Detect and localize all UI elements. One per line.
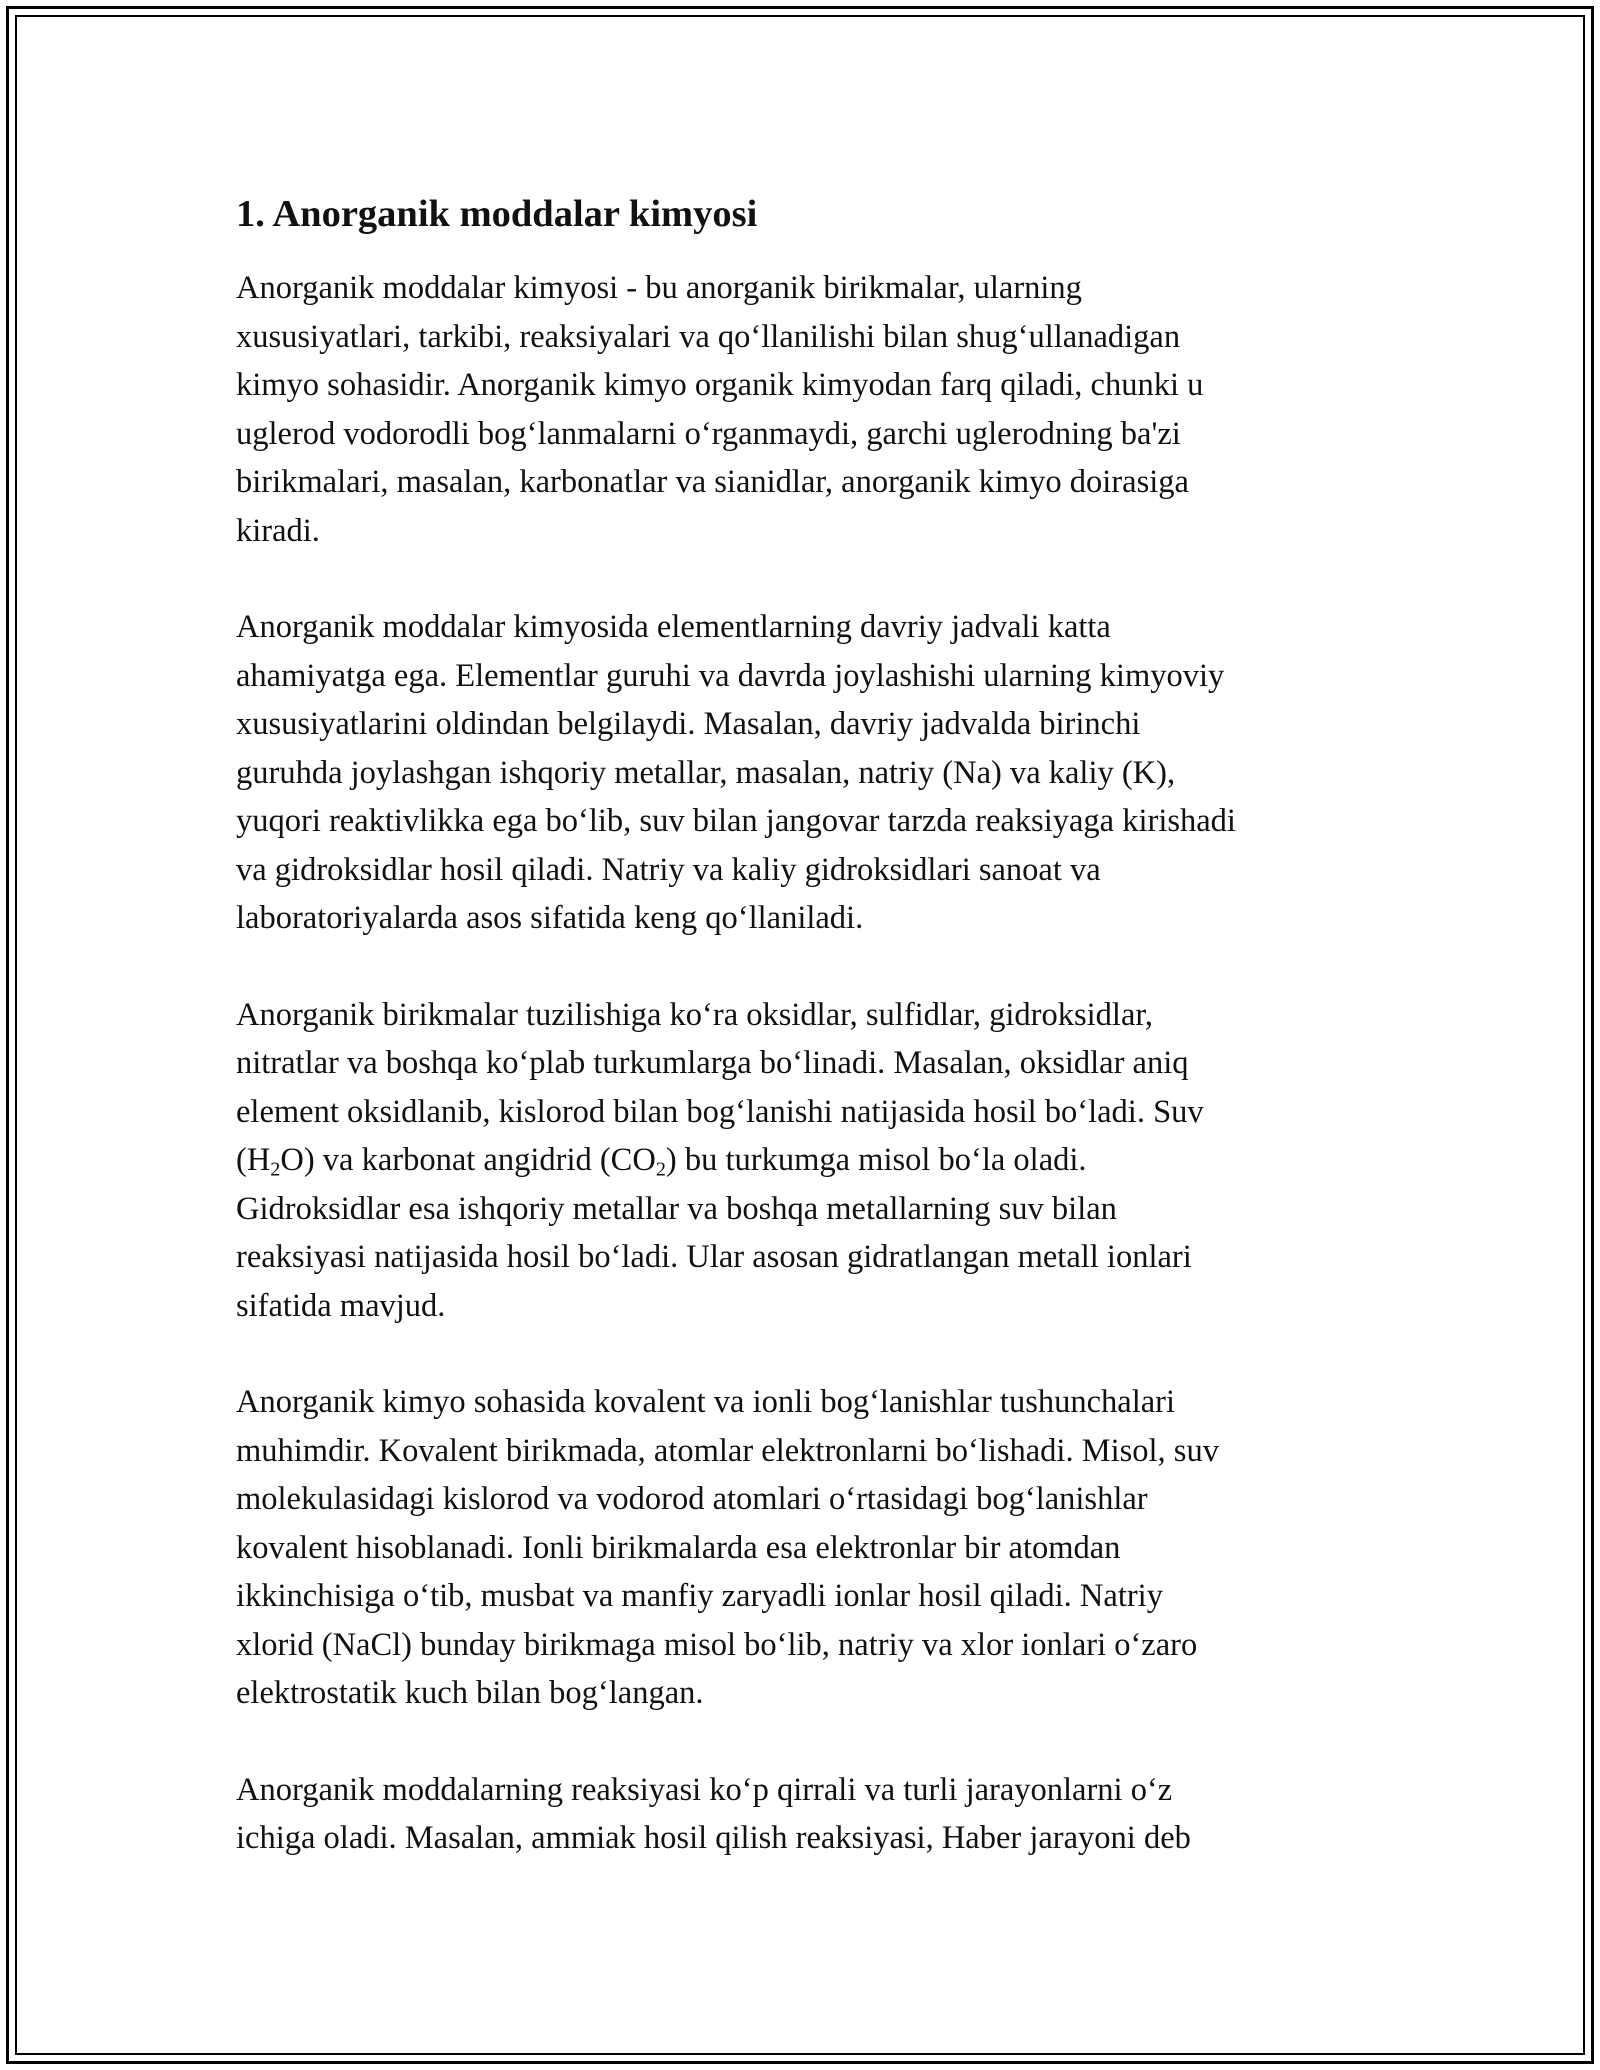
- paragraph-1: [236, 264, 1386, 555]
- formula-text: O) va karbonat angidrid (CO: [280, 1142, 656, 1178]
- text-line: ichiga oladi. Masalan, ammiak hosil qilish reaksiyasi, Haber jarayoni deb: [236, 1820, 1191, 1856]
- text-line: Gidroksidlar esa ishqoriy metallar va boshqa metallarning suv bilan: [236, 1190, 1117, 1227]
- text-line: kovalent hisoblanadi. Ionli birikmalarda esa elektronlar bir atomdan: [236, 1529, 1121, 1566]
- text-line: birikmalari, masalan, karbonatlar va sianidlar, anorganik kimyo doirasiga: [236, 464, 1189, 500]
- text-line: kimyo sohasidir. Anorganik kimyo organik kimyodan farq qiladi, chunki u: [236, 367, 1204, 403]
- formula-line: [236, 1136, 1386, 1185]
- paragraph-3: [236, 991, 1386, 1331]
- text-line: Anorganik moddalarning reaksiyasi ko‘p qirrali va turli jarayonlarni o‘z: [236, 1771, 1173, 1808]
- paragraph-4: [236, 1378, 1386, 1718]
- text-line: molekulasidagi kislorod va vodorod atomlari o‘rtasidagi bog‘lanishlar: [236, 1481, 1148, 1517]
- text-line: xususiyatlari, tarkibi, reaksiyalari va qo‘llanilishi bilan shug‘ullanadigan: [236, 318, 1181, 355]
- text-line: ahamiyatga ega. Elementlar guruhi va davrda joylashishi ularning kimyoviy: [236, 657, 1225, 694]
- text-line: nitratlar va boshqa ko‘plab turkumlarga bo‘linadi. Masalan, oksidlar aniq: [236, 1045, 1189, 1081]
- paragraph-5: [236, 1766, 1386, 1863]
- text-line: kiradi.: [236, 512, 320, 549]
- text-line: xlorid (NaCl) bunday birikmaga misol bo‘lib, natriy va xlor ionlari o‘zaro: [236, 1626, 1198, 1663]
- subscript: 2: [270, 1158, 281, 1181]
- text-line: ikkinchisiga o‘tib, musbat va manfiy zaryadli ionlar hosil qiladi. Natriy: [236, 1578, 1163, 1614]
- text-line: Anorganik kimyo sohasida kovalent va ionli bog‘lanishlar tushunchalari: [236, 1384, 1176, 1420]
- text-line: reaksiyasi natijasida hosil bo‘ladi. Ular asosan gidratlangan metall ionlari: [236, 1239, 1192, 1275]
- subscript: 2: [655, 1158, 666, 1181]
- text-line: muhimdir. Kovalent birikmada, atomlar elektronlarni bo‘lishadi. Misol, suv: [236, 1432, 1219, 1469]
- text-line: guruhda joylashgan ishqoriy metallar, masalan, natriy (Na) va kaliy (K),: [236, 754, 1176, 791]
- text-line: va gidroksidlar hosil qiladi. Natriy va kaliy gidroksidlari sanoat va: [236, 851, 1101, 888]
- text-line: element oksidlanib, kislorod bilan bog‘lanishi natijasida hosil bo‘ladi. Suv: [236, 1093, 1204, 1130]
- text-line: Anorganik birikmalar tuzilishiga ko‘ra oksidlar, sulfidlar, gidroksidlar,: [236, 996, 1154, 1033]
- text-line: uglerod vodorodli bog‘lanmalarni o‘rganmaydi, garchi uglerodning ba'zi: [236, 415, 1181, 452]
- text-line: elektrostatik kuch bilan bog‘langan.: [236, 1675, 704, 1711]
- section-heading: 1. Anorganik moddalar kimyosi: [236, 193, 758, 235]
- text-line: xususiyatlarini oldindan belgilaydi. Masalan, davriy jadvalda birinchi: [236, 706, 1141, 742]
- formula-text: (H: [236, 1142, 271, 1178]
- text-line: Anorganik moddalar kimyosida elementlarning davriy jadvali katta: [236, 609, 1111, 645]
- paragraph-2: [236, 603, 1386, 943]
- text-line: yuqori reaktivlikka ega bo‘lib, suv bilan jangovar tarzda reaksiyaga kirishadi: [236, 803, 1236, 839]
- formula-text: ) bu turkumga misol bo‘la oladi.: [665, 1142, 1087, 1178]
- text-line: laboratoriyalarda asos sifatida keng qo‘llaniladi.: [236, 900, 864, 936]
- document-body: [236, 186, 1386, 1911]
- text-line: Anorganik moddalar kimyosi - bu anorganik birikmalar, ularning: [236, 270, 1082, 306]
- text-line: sifatida mavjud.: [236, 1287, 446, 1324]
